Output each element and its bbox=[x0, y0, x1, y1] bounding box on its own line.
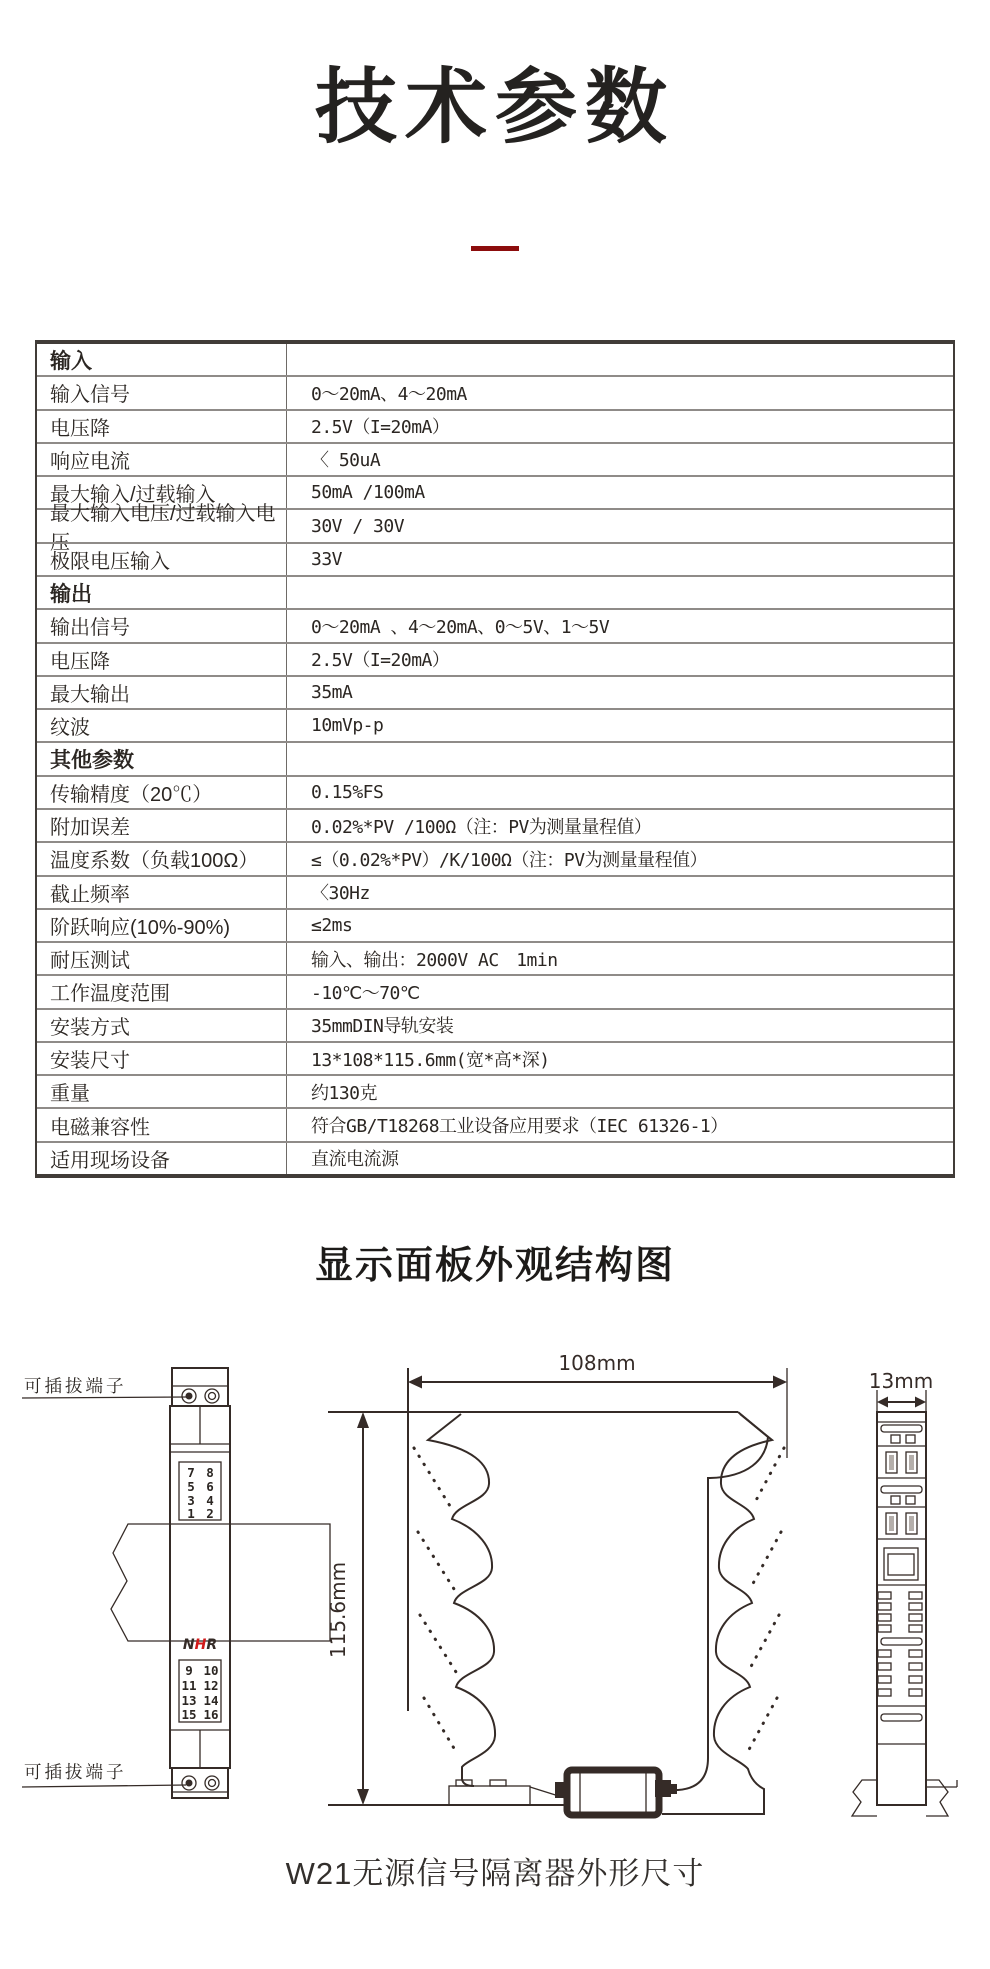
table-row bbox=[37, 503, 953, 555]
table-section-row bbox=[37, 741, 953, 774]
spec-value: 〈 50uA bbox=[311, 450, 381, 472]
spec-label: 安装方式 bbox=[37, 1010, 287, 1041]
table-row bbox=[37, 708, 953, 741]
table-section-row bbox=[37, 344, 953, 375]
spec-label: 重量 bbox=[37, 1076, 287, 1107]
terminal-number: 8 bbox=[206, 1465, 214, 1480]
table-row bbox=[37, 974, 953, 1007]
table-row bbox=[37, 608, 953, 641]
spec-label: 工作温度范围 bbox=[37, 976, 287, 1007]
section-heading: 显示面板外观结构图 bbox=[314, 1245, 675, 1287]
spec-value bbox=[287, 344, 953, 375]
screw-terminal-icon bbox=[205, 1776, 219, 1790]
terminal-number: 6 bbox=[206, 1479, 214, 1494]
dim-height-label: 115.6mm bbox=[326, 1561, 350, 1659]
spec-table bbox=[35, 340, 955, 1178]
table-row bbox=[37, 841, 953, 874]
table-row bbox=[37, 941, 953, 974]
terminal-number: 13 bbox=[181, 1693, 197, 1708]
arrowhead-right-icon bbox=[915, 1397, 926, 1408]
spec-value: 0.15%FS bbox=[311, 781, 384, 803]
terminal-number: 14 bbox=[203, 1693, 219, 1708]
table-row bbox=[37, 1008, 953, 1041]
arrowhead-up-icon bbox=[357, 1412, 369, 1428]
spec-label: 输入 bbox=[37, 344, 287, 375]
din-rail-top-view bbox=[852, 1780, 877, 1816]
table-row bbox=[37, 375, 953, 408]
spec-value: 输入、输出：2000V AC 1min bbox=[311, 949, 558, 971]
spec-label: 输出 bbox=[37, 577, 287, 608]
spec-value: 35mmDIN导轨安装 bbox=[311, 1016, 454, 1038]
leader-line bbox=[22, 1785, 186, 1787]
spec-value: 30V / 30V bbox=[311, 515, 405, 537]
spec-value: 10mVp-p bbox=[311, 715, 384, 737]
spec-label: 阶跃响应(10%-90%) bbox=[37, 910, 287, 941]
spec-value: 直流电流源 bbox=[311, 1149, 399, 1171]
spec-label: 最大输入电压/过载输入电压 bbox=[37, 510, 287, 541]
table-row bbox=[37, 1074, 953, 1107]
terminal-number: 3 bbox=[187, 1493, 195, 1508]
arrowhead-right-icon bbox=[773, 1376, 787, 1389]
terminal-number: 10 bbox=[203, 1663, 219, 1678]
spec-value: 0.02%*PV /100Ω（注：PV为测量量程值） bbox=[311, 816, 652, 838]
spec-label: 附加误差 bbox=[37, 810, 287, 841]
spec-value bbox=[287, 743, 953, 774]
spec-label: 输入信号 bbox=[37, 377, 287, 408]
spec-label: 最大输出 bbox=[37, 677, 287, 708]
spec-label: 纹波 bbox=[37, 710, 287, 741]
spec-value: 符合GB/T18268工业设备应用要求（IEC 61326-1） bbox=[311, 1116, 728, 1138]
vent-slats bbox=[878, 1592, 922, 1632]
terminal-number: 2 bbox=[206, 1506, 214, 1521]
din-rail-front bbox=[111, 1524, 330, 1641]
terminal-number: 1 bbox=[187, 1506, 195, 1521]
dim-width-label: 108mm bbox=[558, 1351, 636, 1375]
spec-label: 输出信号 bbox=[37, 610, 287, 641]
accent-dash bbox=[471, 246, 519, 251]
din-clip-block bbox=[567, 1770, 659, 1815]
table-row bbox=[37, 542, 953, 575]
vent-slats bbox=[878, 1650, 922, 1696]
terminal-number: 11 bbox=[181, 1678, 197, 1693]
spec-label: 传输精度（20℃） bbox=[37, 777, 287, 808]
spec-value: 50mA /100mA bbox=[311, 482, 425, 504]
top-view bbox=[852, 1369, 957, 1816]
terminal-number-box-top bbox=[179, 1462, 221, 1520]
spec-value bbox=[287, 577, 953, 608]
screw-terminal-icon bbox=[205, 1389, 219, 1403]
table-section-row bbox=[37, 575, 953, 608]
spec-label: 其他参数 bbox=[37, 743, 287, 774]
spec-value: 0～20mA、4～20mA bbox=[311, 383, 467, 405]
spec-value: 2.5V（I=20mA） bbox=[311, 650, 450, 672]
table-row bbox=[37, 1041, 953, 1074]
fin-profile-left bbox=[428, 1414, 495, 1786]
spec-value: 2.5V（I=20mA） bbox=[311, 417, 450, 439]
spec-value: ≤2ms bbox=[311, 914, 353, 936]
terminal-number: 4 bbox=[206, 1493, 214, 1508]
spec-label: 截止频率 bbox=[37, 877, 287, 908]
spec-value: 35mA bbox=[311, 681, 353, 703]
table-row bbox=[37, 908, 953, 941]
terminal-block-top bbox=[172, 1368, 228, 1406]
pluggable-terminal-label-bottom: 可插拔端子 bbox=[24, 1762, 127, 1782]
spec-value: -10℃～70℃ bbox=[311, 982, 420, 1004]
table-row bbox=[37, 642, 953, 675]
figure-caption: W21无源信号隔离器外形尺寸 bbox=[285, 1856, 705, 1891]
nhr-logo: NHR bbox=[182, 1637, 218, 1653]
arrowhead-down-icon bbox=[357, 1789, 369, 1805]
arrowhead-left-icon bbox=[408, 1376, 422, 1389]
spec-value: 0～20mA 、4～20mA、0～5V、1～5V bbox=[311, 616, 610, 638]
terminal-number: 9 bbox=[185, 1663, 193, 1678]
table-row bbox=[37, 775, 953, 808]
spec-label: 温度系数（负载100Ω） bbox=[37, 843, 287, 874]
terminal-number: 16 bbox=[203, 1707, 219, 1722]
spec-label: 极限电压输入 bbox=[37, 544, 287, 575]
side-view bbox=[326, 1351, 787, 1815]
spec-table-body bbox=[37, 344, 953, 1174]
spec-label: 电压降 bbox=[37, 644, 287, 675]
table-row bbox=[37, 1141, 953, 1174]
base-step bbox=[449, 1786, 530, 1805]
spec-value: 13*108*115.6mm(宽*高*深) bbox=[311, 1049, 550, 1071]
spec-label: 响应电流 bbox=[37, 444, 287, 475]
module-body-top-view bbox=[877, 1412, 926, 1805]
spec-label: 耐压测试 bbox=[37, 943, 287, 974]
fin-profile-right bbox=[662, 1414, 772, 1814]
dim-depth-label: 13mm bbox=[868, 1369, 934, 1393]
spec-value: 33V bbox=[311, 548, 343, 570]
spec-value: ≤（0.02%*PV）/K/100Ω（注：PV为测量量程值） bbox=[311, 849, 708, 871]
spec-value: 〈30Hz bbox=[311, 883, 370, 905]
terminal-number: 12 bbox=[203, 1678, 219, 1693]
table-row bbox=[37, 675, 953, 708]
front-view bbox=[22, 1368, 330, 1798]
spec-label: 适用现场设备 bbox=[37, 1143, 287, 1174]
outline-figure bbox=[0, 1340, 990, 1860]
pluggable-terminal-label-top: 可插拔端子 bbox=[24, 1376, 127, 1396]
leader-line bbox=[22, 1397, 186, 1398]
terminal-number: 7 bbox=[187, 1465, 195, 1480]
arrowhead-left-icon bbox=[877, 1397, 888, 1408]
spec-label: 最大输入/过载输入 bbox=[37, 477, 287, 508]
spec-value: 约130克 bbox=[311, 1082, 378, 1104]
table-row bbox=[37, 442, 953, 475]
table-row bbox=[37, 808, 953, 841]
table-row bbox=[37, 875, 953, 908]
spec-label: 安装尺寸 bbox=[37, 1043, 287, 1074]
vent-dots-left bbox=[414, 1448, 458, 1755]
spec-label: 电磁兼容性 bbox=[37, 1109, 287, 1140]
spec-label: 电压降 bbox=[37, 411, 287, 442]
page-title: 技术参数 bbox=[314, 62, 675, 153]
terminal-number: 15 bbox=[181, 1707, 197, 1722]
table-row bbox=[37, 409, 953, 442]
terminal-number: 5 bbox=[187, 1479, 195, 1494]
table-row bbox=[37, 1107, 953, 1140]
